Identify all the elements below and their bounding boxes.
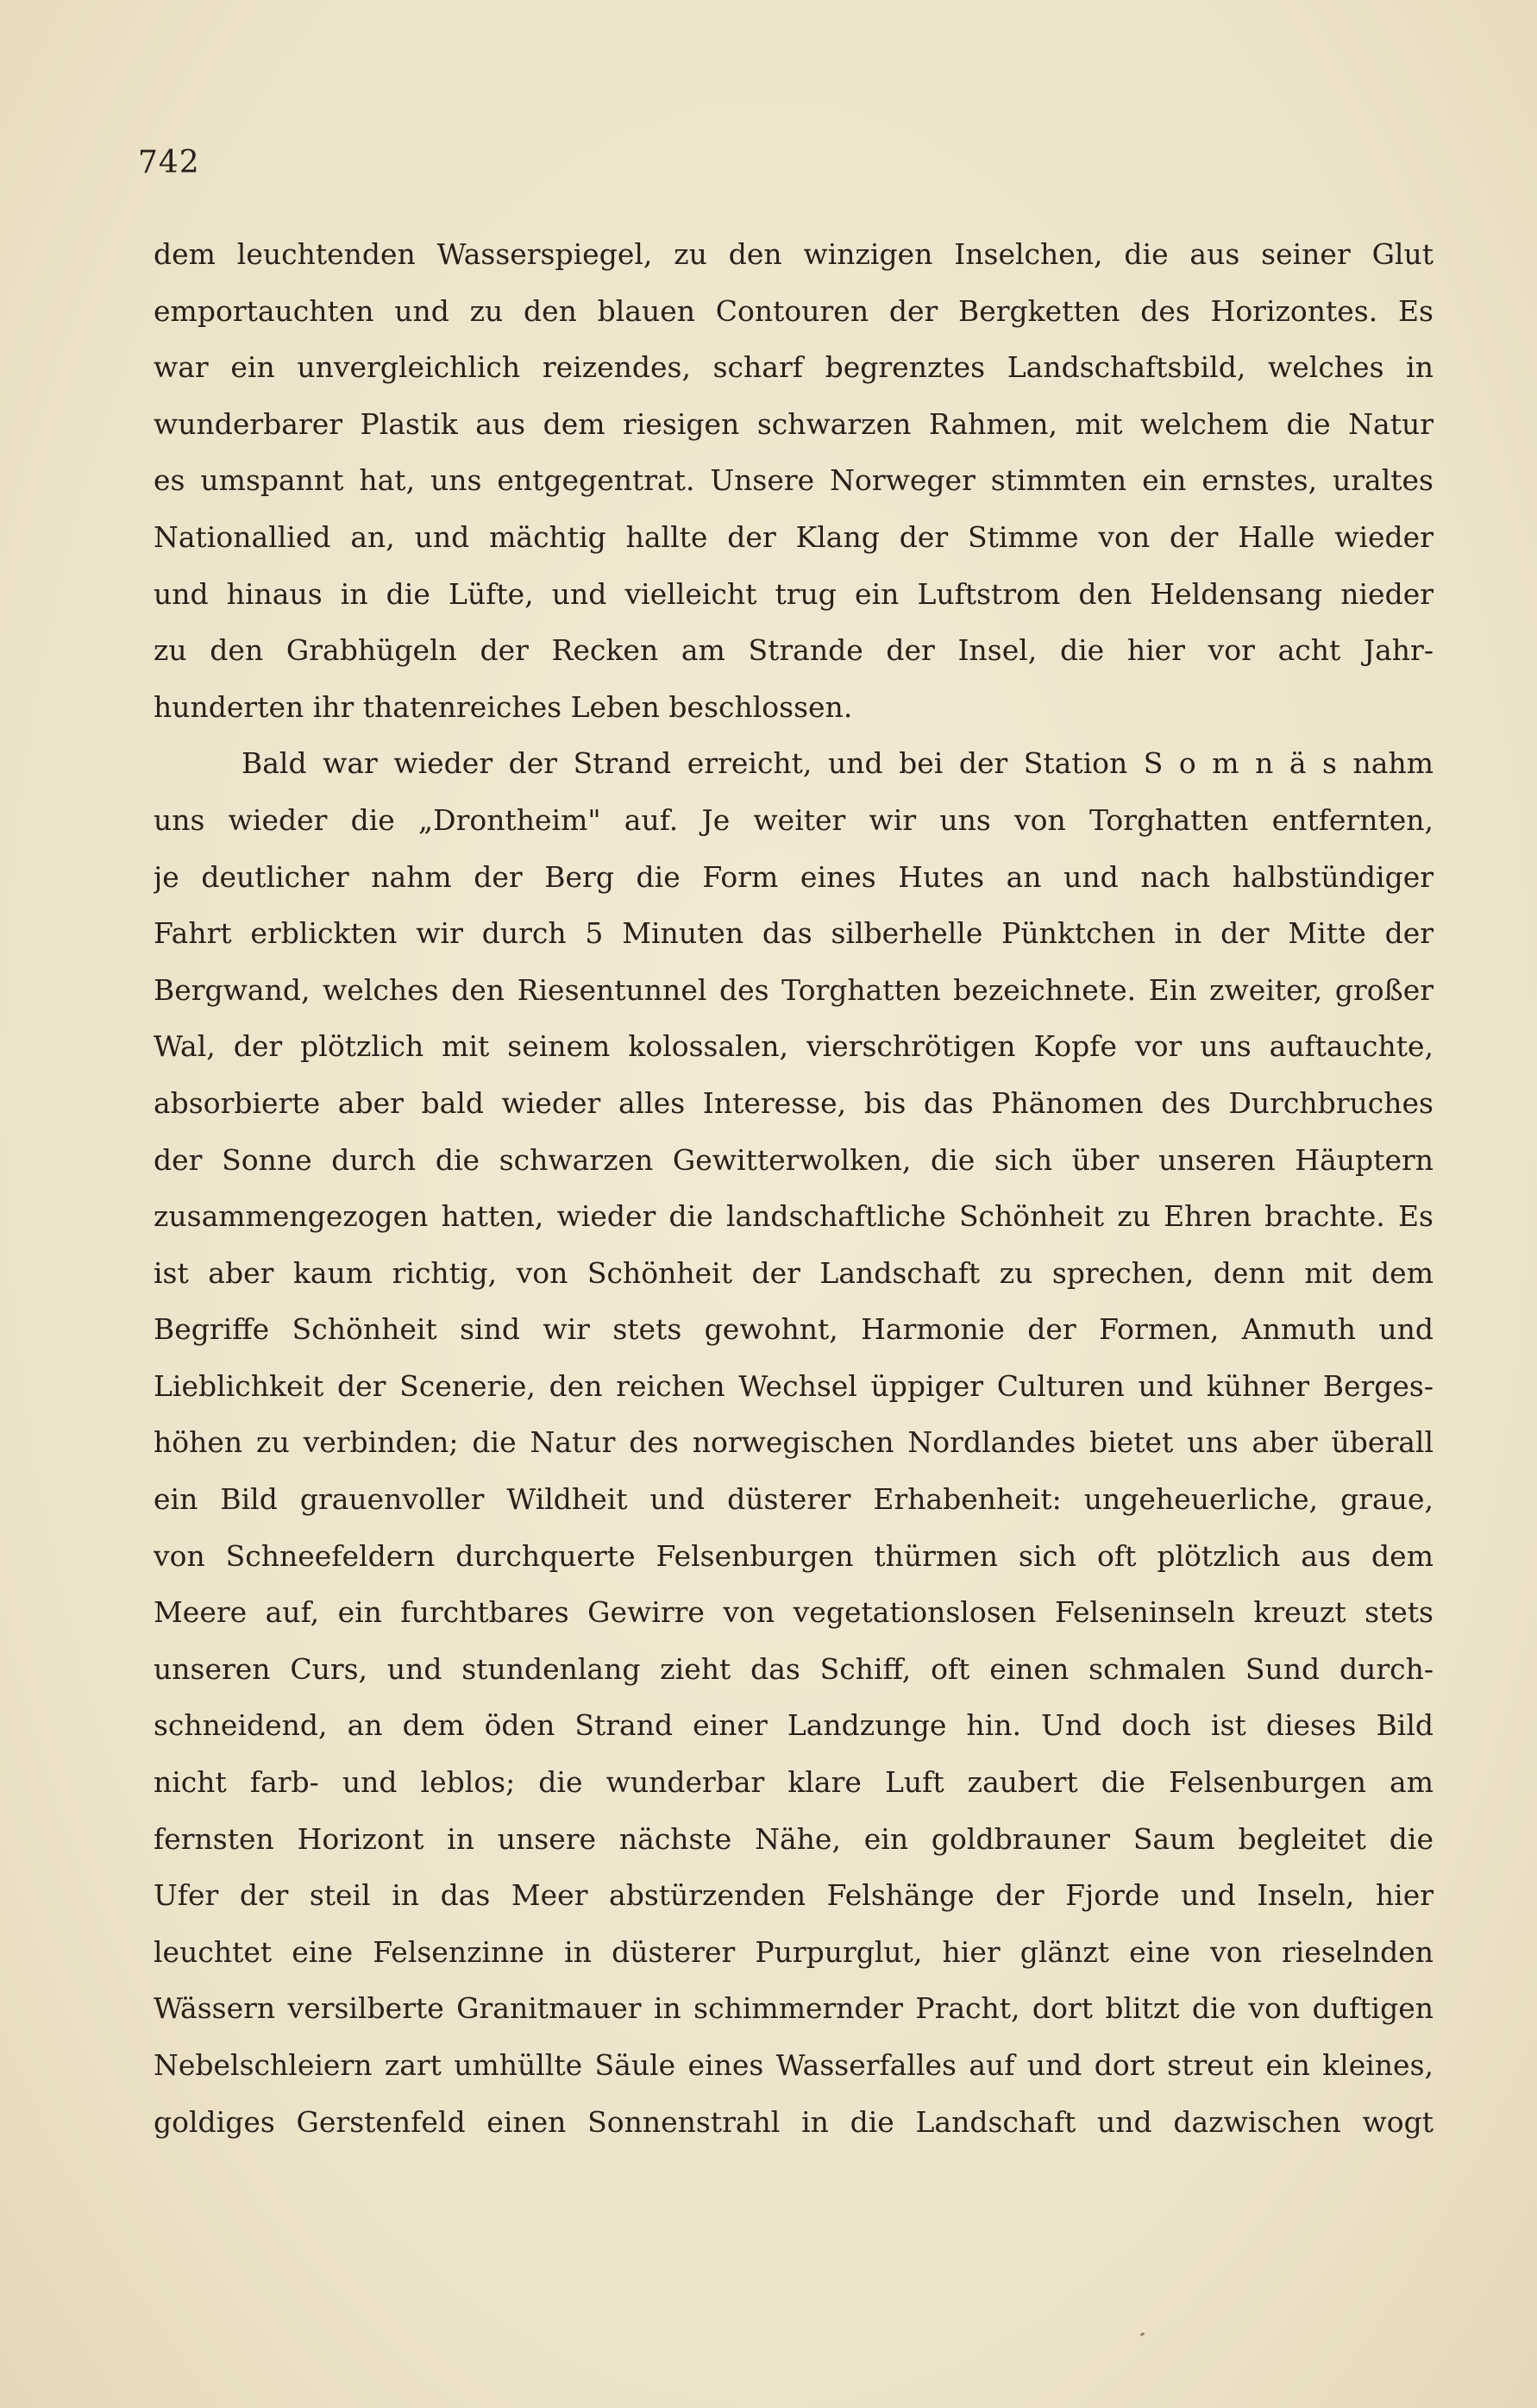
text-line: dem leuchtenden Wasserspiegel, zu den winzigen Inselchen, die aus seiner Glut (154, 237, 1433, 271)
text-line: ist aber kaum richtig, von Schönheit der Landschaft zu sprechen, denn mit dem (154, 1255, 1433, 1290)
text-line: der Sonne durch die schwarzen Gewitterwolken, die sich über unseren Häuptern (154, 1142, 1433, 1177)
paper-speck (1140, 2332, 1145, 2336)
text-line: von Schneefeldern durchquerte Felsenburgen thürmen sich oft plötzlich aus dem (154, 1538, 1433, 1573)
text-line: zu den Grabhügeln der Recken am Strande der Insel, die hier vor acht Jahr- (154, 633, 1433, 668)
text-line: unseren Curs, und stundenlang zieht das Schiff, oft einen schmalen Sund durch- (154, 1651, 1433, 1686)
body-text (154, 226, 1433, 2150)
text-line: Bald war wieder der Strand erreicht, und bei der Station S o m n ä s nahm (242, 746, 1433, 781)
text-line: je deutlicher nahm der Berg die Form eines Hutes an und nach halbstündiger (154, 859, 1433, 894)
text-line: Bergwand, welches den Riesentunnel des Torghatten bezeichnete. Ein zweiter, großer (154, 972, 1433, 1007)
text-line: Nebelschleiern zart umhüllte Säule eines Wasserfalles auf und dort streut ein kleines, (154, 2048, 1433, 2082)
paragraph (154, 226, 1433, 735)
text-line: Ufer der steil in das Meer abstürzenden Felshänge der Fjorde und Inseln, hier (154, 1878, 1433, 1913)
text-line: Lieblichkeit der Scenerie, den reichen Wechsel üppiger Culturen und kühner Berges- (154, 1368, 1433, 1403)
text-line: goldiges Gerstenfeld einen Sonnenstrahl in die Landschaft und dazwischen wogt (154, 2104, 1433, 2139)
text-line: Begriffe Schönheit sind wir stets gewohnt, Harmonie der Formen, Anmuth und (154, 1312, 1433, 1347)
text-line: Fahrt erblickten wir durch 5 Minuten das silberhelle Pünktchen in der Mitte der (154, 916, 1433, 951)
text-line: leuchtet eine Felsenzinne in düsterer Purpurglut, hier glänzt eine von rieselnden (154, 1934, 1433, 1969)
text-line: Meere auf, ein furchtbares Gewirre von vegetationslosen Felseninseln kreuzt stets (154, 1595, 1433, 1630)
page-number: 742 (138, 145, 200, 180)
paragraph (154, 735, 1433, 2150)
text-line: wunderbarer Plastik aus dem riesigen schwarzen Rahmen, mit welchem die Natur (154, 406, 1433, 441)
text-line: Wässern versilberte Granitmauer in schimmernder Pracht, dort blitzt die von duftigen (154, 1991, 1433, 2026)
text-line: nicht farb- und leblos; die wunderbar klare Luft zaubert die Felsenburgen am (154, 1765, 1433, 1800)
text-line: ein Bild grauenvoller Wildheit und düsterer Erhabenheit: ungeheuerliche, graue, (154, 1482, 1433, 1517)
text-line: hunderten ihr thatenreiches Leben beschlossen. (154, 689, 853, 724)
text-line: absorbierte aber bald wieder alles Interesse, bis das Phänomen des Durchbruches (154, 1085, 1433, 1120)
text-line: war ein unvergleichlich reizendes, scharf begrenztes Landschaftsbild, welches in (154, 350, 1433, 385)
text-line: uns wieder die „Drontheim" auf. Je weiter wir uns von Torghatten entfernten, (154, 802, 1433, 837)
text-line: emportauchten und zu den blauen Contouren der Bergketten des Horizontes. Es (154, 293, 1433, 328)
text-line: fernsten Horizont in unsere nächste Nähe, ein goldbrauner Saum begleitet die (154, 1821, 1433, 1856)
text-line: zusammengezogen hatten, wieder die landschaftliche Schönheit zu Ehren brachte. Es (154, 1199, 1433, 1234)
text-line: höhen zu verbinden; die Natur des norwegischen Nordlandes bietet uns aber überall (154, 1425, 1433, 1460)
text-line: es umspannt hat, uns entgegentrat. Unsere Norweger stimmten ein ernstes, uraltes (154, 463, 1433, 498)
text-line: und hinaus in die Lüfte, und vielleicht trug ein Luftstrom den Heldensang nieder (154, 576, 1433, 611)
text-line: schneidend, an dem öden Strand einer Landzunge hin. Und doch ist dieses Bild (154, 1708, 1433, 1743)
text-line: Nationallied an, und mächtig hallte der Klang der Stimme von der Halle wieder (154, 519, 1433, 554)
text-line: Wal, der plötzlich mit seinem kolossalen, vierschrötigen Kopfe vor uns auftauchte, (154, 1029, 1433, 1064)
